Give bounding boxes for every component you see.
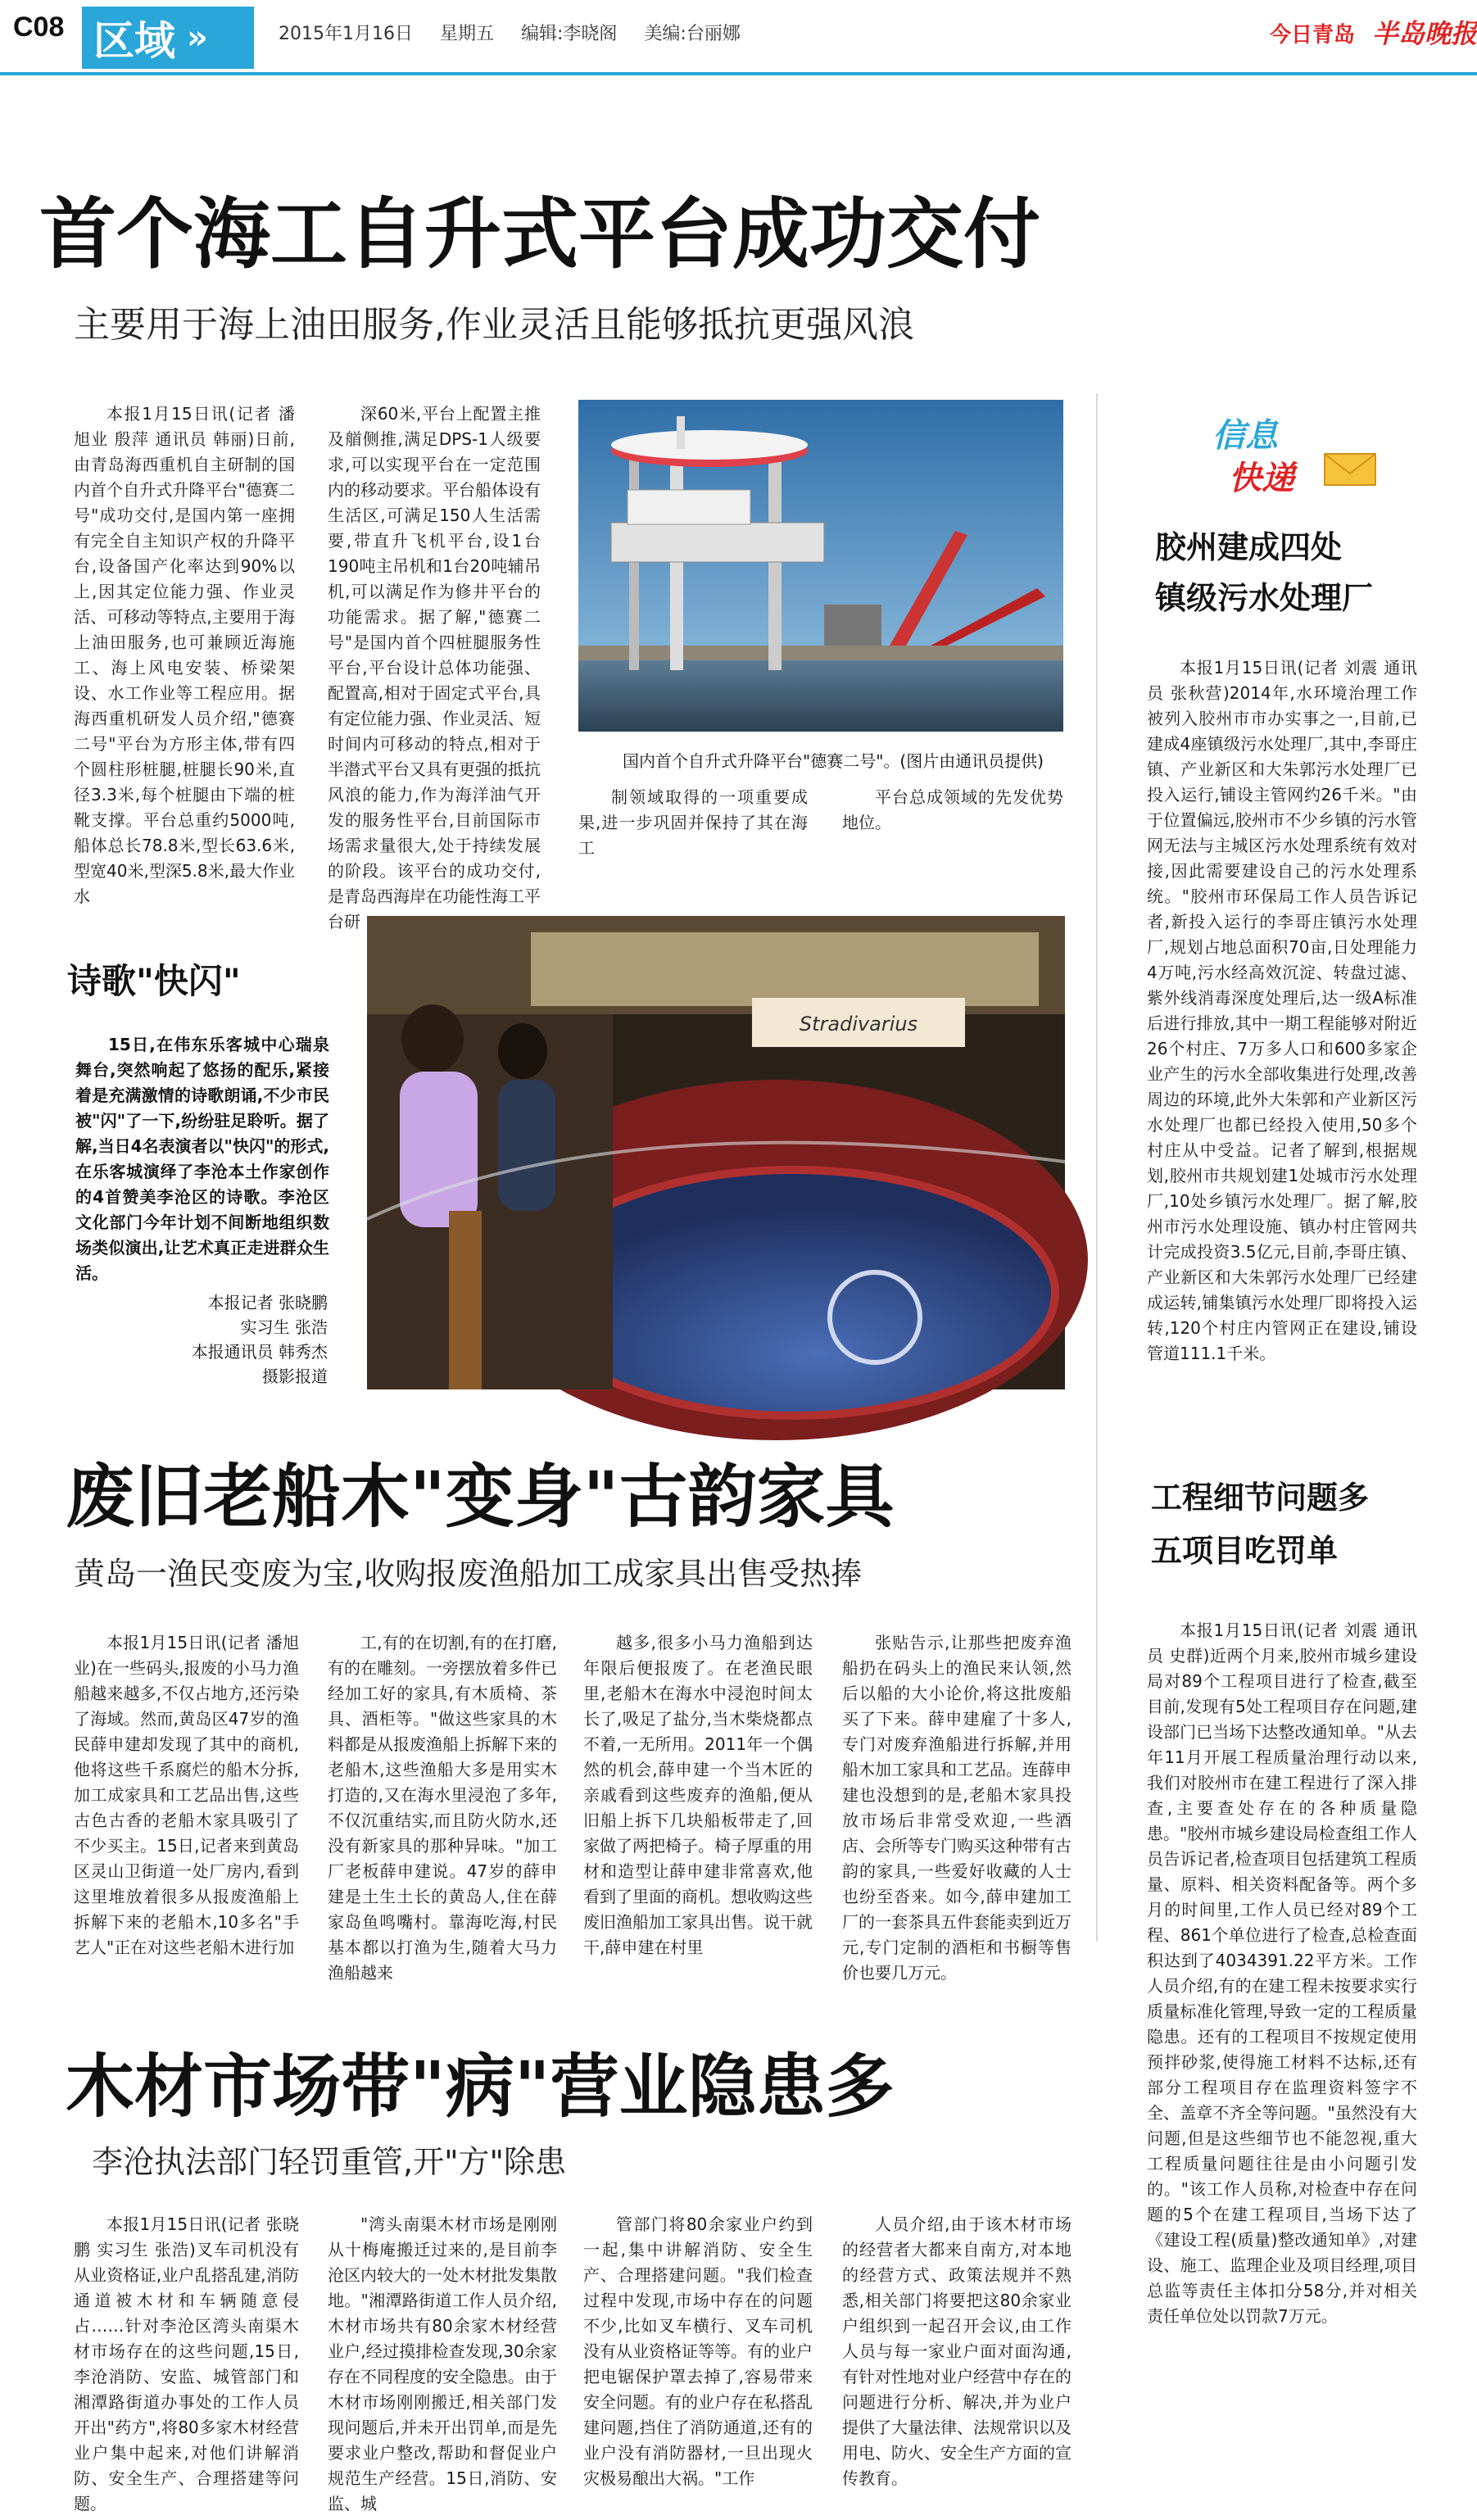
- article2-title: 废旧老船木"变身"古韵家具: [66, 1457, 895, 1537]
- article1-photo: [578, 400, 1063, 732]
- news1-title-line2: 镇级污水处理厂: [1155, 580, 1374, 616]
- article2-col4: 张贴告示,让那些把废弃渔船扔在码头上的渔民来认领,然后以船的大小论价,将这批废船买了下来。薛申建雇了十多人,专门对废弃渔船进行拆解,并用船木加工家具和工艺品。连薛申建也没想到的是,老船木家具投放市场后非常受欢迎,一些酒店、会所等专门购买这种带有古韵的家具,一些爱好收藏的人士也纷至沓来。如今,薛申建加工厂的一套茶具五件套能卖到近万元,专门定制的酒柜和书橱等售价也要几万元。: [842, 1633, 1072, 1983]
- section-tag: [82, 7, 254, 69]
- column-name: 今日青岛: [1270, 23, 1356, 48]
- article3-subtitle: 李沧执法部门轻罚重管,开"方"除患: [92, 2144, 567, 2180]
- offshore-platform-image: [578, 400, 1063, 732]
- poetry-credits: [123, 1290, 328, 1389]
- designer-credit: 美编:台丽娜: [644, 24, 741, 44]
- credit-photo: 摄影报道: [262, 1367, 328, 1386]
- envelope-icon: [1323, 449, 1380, 490]
- issue-date: 2015年1月16日: [279, 24, 413, 44]
- news2-title-line2: 五项目吃罚单: [1151, 1533, 1339, 1569]
- article1-title: 首个海工自升式平台成功交付: [39, 190, 1041, 279]
- article2-subtitle: 黄岛一渔民变废为宝,收购报废渔船加工成家具出售受热捧: [74, 1556, 863, 1592]
- credit-intern: 实习生 张浩: [240, 1317, 328, 1337]
- chevron-right-icon: »: [187, 19, 208, 57]
- mall-atrium-image: [367, 916, 1065, 1389]
- news-flash-badge: [1212, 410, 1376, 500]
- article3-col4: 人员介绍,由于该木材市场的经营者大都来自南方,对本地的经营方式、政策法规并不熟悉,相关部门将要把这80余家业户组织到一起召开会议,由工作人员与每一家业户面对面沟通,有针对性地对业户经营中存在的问题进行分析、解决,并为业户提供了大量法律、法规常识以及用电、防火、安全生产方面的宣传教育。: [842, 2214, 1072, 2488]
- article1-subtitle: 主要用于海上油田服务,作业灵活且能够抵抗更强风浪: [74, 304, 914, 346]
- article1-photo-caption: 国内首个自升式升降平台"德赛二号"。(图片由通讯员提供): [623, 751, 1044, 771]
- article2-col1: 本报1月15日讯(记者 潘旭业)在一些码头,报废的小马力渔船越来越多,不仅占地方,还污染了海域。然而,黄岛区47岁的渔民薛申建却发现了其中的商机,他将这些千系腐烂的船木分拆,加工成家具和工艺品出售,这些古色古香的老船木家具吸引了不少买主。15日,记者来到黄岛区灵山卫街道一处厂房内,看到这里堆放着很多从报废渔船上拆解下来的老船木,10多名"手艺人"正在对这些老船木进行加: [74, 1633, 299, 1957]
- article3-col3: 管部门将80余家业户约到一起,集中讲解消防、安全生产、合理搭建问题。"我们检查过程中发现,市场中存在的问题不少,比如叉车横行、叉车司机没有从业资格证等等。有的业户把电锯保护罩去掉了,容易带来安全问题。有的业户存在私搭乱建问题,挡住了消防通道,还有的业户没有消防器材,一旦出现火灾极易酿出大祸。"工作: [583, 2214, 813, 2488]
- news2-body: 本报1月15日讯(记者 刘震 通讯员 史群)近两个月来,胶州市城乡建设局对89个工程项目进行了检查,截至目前,发现有5处工程项目存在问题,建设部门已当场下达整改通知单。"从去年11月开展工程质量治理行动以来,我们对胶州市在建工程进行了深入排查,主要查处存在的各种质量隐患。"胶州市城乡建设局检查组工作人员告诉记者,检查项目包括建筑工程质量、原料、相关资料配备等。两个多月的时间里,工作人员已经对89个工程、861个单位进行了检查,总检查面积达到了4034391.22平方米。工作人员介绍,有的在建工程未按要求实行质量标准化管理,导致一定的工程质量隐患。还有的工程项目不按规定使用预拌砂浆,使得施工材料不达标,还有部分工程项目存在监理资料签字不全、盖章不齐全等问题。"虽然没有大问题,但是这些细节也不能忽视,重大工程质量问题往往是由小问题引发的。"该工作人员称,对检查中存在问题的5个在建工程项目,当场下达了《建设工程(质量)整改通知单》,对建设、施工、监理企业及项目经理,项目总监等责任主体扣分58分,并对相关责任单位处以罚款7万元。: [1147, 1620, 1417, 2326]
- column-divider: [1096, 393, 1098, 1942]
- section-label: 区域: [93, 17, 175, 65]
- header-rule: [0, 72, 1477, 75]
- poetry-title: 诗歌"快闪": [67, 961, 241, 1001]
- badge-top-text: 信息: [1212, 417, 1278, 455]
- article2-col3: 越多,很多小马力渔船到达年限后便报废了。在老渔民眼里,老船木在海水中浸泡时间太长了,吸足了盐分,当木柴烧都点不着,一无所用。2011年一个偶然的机会,薛申建一个当木匠的亲戚看到这些废弃的渔船,便从旧船上拆下几块船板带走了,回家做了两把椅子。椅子厚重的用材和造型让薛申建非常喜欢,他看到了里面的商机。想收购这些废旧渔船加工家具出售。说干就干,薛申建在村里: [583, 1633, 813, 1957]
- poetry-text: 15日,在伟东乐客城中心瑞泉舞台,突然响起了悠扬的配乐,紧接着是充满激情的诗歌朗诵,不少市民被"闪"了一下,纷纷驻足聆听。据了解,当日4名表演者以"快闪"的形式,在乐客城演绎了李沧本土作家创作的4首赞美李沧区的诗歌。李沧区文化部门今年计划不间断地组织数场类似演出,让艺术真正走进群众生活。: [75, 1035, 329, 1283]
- editor-credit: 编辑:李晓阁: [521, 24, 618, 44]
- article1-col4: 平台总成领域的先发优势地位。: [842, 787, 1063, 832]
- news1-title-line1: 胶州建成四处: [1155, 529, 1343, 565]
- newspaper-logo: 半岛晚报: [1372, 18, 1477, 49]
- article3-title: 木材市场带"病"营业隐患多: [66, 2046, 895, 2127]
- header-meta: [279, 20, 762, 45]
- article1-col1: 本报1月15日讯(记者 潘旭业 殷萍 通讯员 韩丽)日前,由青岛海西重机自主研制的国内首个自升式升降平台"德赛二号"成功交付,是国内第一座拥有完全自主知识产权的升降平台,设备国产化率达到90%以上,因其定位能力强、作业灵活、可移动等特点,主要用于海上油田服务,也可兼顾近海施工、海上风电安装、桥梁架设、水工作业等工程应用。据海西重机研发人员介绍,"德赛二号"平台为方形主体,带有四个圆柱形桩腿,桩腿长90米,直径3.3米,每个桩腿由下端的桩靴支撑。平台总重约5000吨,船体总长78.8米,型长63.6米,型宽40米,型深5.8米,最大作业水: [74, 404, 295, 906]
- news1-body: 本报1月15日讯(记者 刘震 通讯员 张秋营)2014年,水环境治理工作被列入胶州市市办实事之一,目前,已建成4座镇级污水处理厂,其中,李哥庄镇、产业新区和大朱郭污水处理厂已投入运行,铺设主管网约26千米。"由于位置偏远,胶州市不少乡镇的污水管网无法与主城区污水处理系统有效对接,因此需要建设自己的污水处理系统。"胶州市环保局工作人员告诉记者,新投入运行的李哥庄镇污水处理厂,规划占地总面积70亩,日处理能力4万吨,污水经高效沉淀、转盘过滤、紫外线消毒深度处理后,达一级A标准后进行排放,其中一期工程能够对附近26个村庄、7万多人口和600多家企业产生的污水全部收集进行处理,改善周边的环境,此外大朱郭和产业新区污水处理厂也都已经投入使用,50多个村庄从中受益。记者了解到,根据规划,胶州市共规划建1处城市污水处理厂,10处乡镇污水处理厂。据了解,胶州市污水处理设施、镇办村庄管网共计完成投资3.5亿元,目前,李哥庄镇、产业新区和大朱郭污水处理厂已经建成运转,铺集镇污水处理厂即将投入运转,120个村庄内管网正在建设,铺设管道111.1千米。: [1147, 658, 1417, 1363]
- article1-col3: 制领域取得的一项重要成果,进一步巩固并保持了其在海工: [578, 787, 808, 858]
- news2-title-line1: 工程细节问题多: [1151, 1480, 1370, 1516]
- article1-col2: 深60米,平台上配置主推及艏侧推,满足DPS-1人级要求,可以实现平台在一定范围内的移动要求。平台船体设有生活区,可满足150人生活需要,带直升飞机平台,设1台190吨主吊机和1台20吨辅吊机,可以满足作为修井平台的功能需求。据了解,"德赛二号"是国内首个四桩腿服务性平台,平台设计总体功能强、配置高,相对于固定式平台,具有定位能力强、作业灵活、短时间内可移动的特点,相对于半潜式平台又具有更强的抵抗风浪的能力,作为海洋油气开发的服务性平台,目前国际市场需求量很大,处于持续发展的阶段。该平台的成功交付,是青岛西海岸在功能性海工平台研: [328, 404, 541, 931]
- article3-col1: 本报1月15日讯(记者 张晓鹏 实习生 张浩)叉车司机没有从业资格证,业户乱搭乱建,消防通道被木材和车辆随意侵占……针对李沧区湾头南渠木材市场存在的这些问题,15日,李沧消防、安监、城管部门和湘潭路街道办事处的工作人员开出"药方",将80多家木材经营业户集中起来,对他们讲解消防、安全生产、合理搭建等问题。: [74, 2214, 299, 2513]
- page-number: C08: [13, 11, 65, 43]
- store-sign: Stradivarius: [799, 1013, 918, 1036]
- credit-correspondent: 本报通讯员 韩秀杰: [191, 1342, 328, 1362]
- article2-col2: 工,有的在切割,有的在打磨,有的在雕刻。一旁摆放着多件已经加工好的家具,有木质椅、茶具、酒柜等。"做这些家具的木料都是从报废渔船上拆解下来的老船木,这些渔船大多是用实木打造的,又在海水里浸泡了多年,不仅沉重结实,而且防火防水,还没有新家具的那种异味。"加工厂老板薛申建说。47岁的薛申建是土生土长的黄岛人,住在薛家岛鱼鸣嘴村。靠海吃海,村民基本都以打渔为生,随着大马力渔船越来: [328, 1633, 557, 1983]
- poetry-photo: [367, 916, 1065, 1389]
- badge-bottom-text: 快递: [1229, 460, 1294, 497]
- issue-weekday: 星期五: [439, 24, 494, 44]
- article3-col2: "湾头南渠木材市场是刚刚从十梅庵搬迁过来的,是目前李沧区内较大的一处木材批发集散地。"湘潭路街道工作人员介绍,木材市场共有80余家木材经营业户,经过摸排检查发现,30余家存在不同程度的安全隐患。由于木材市场刚刚搬迁,相关部门发现问题后,并未开出罚单,而是先要求业户整改,帮助和督促业户规范生产经营。15日,消防、安监、城: [328, 2214, 557, 2513]
- credit-reporter: 本报记者 张晓鹏: [207, 1293, 328, 1312]
